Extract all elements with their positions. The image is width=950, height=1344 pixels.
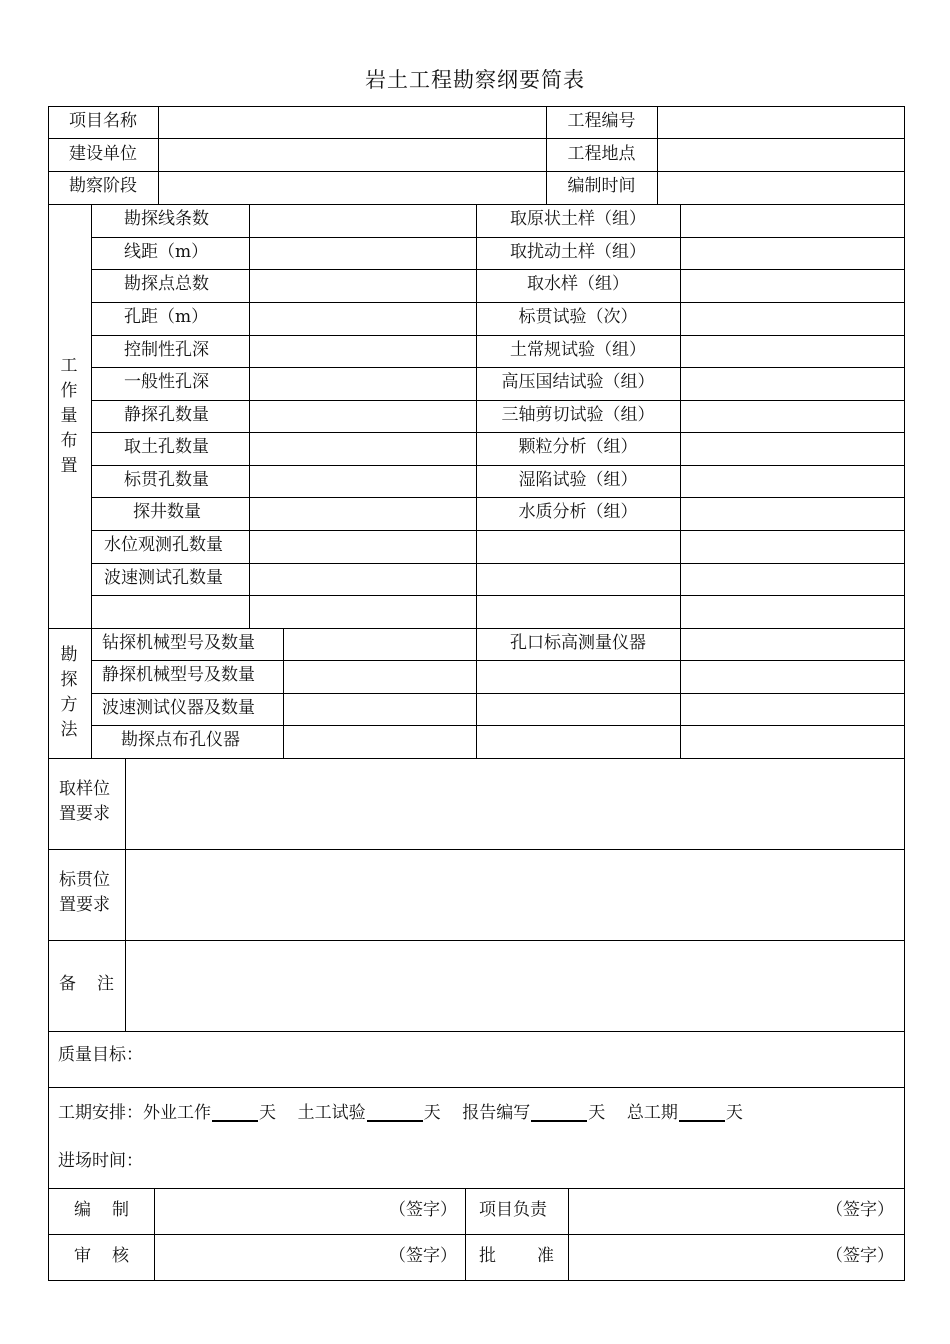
test-item: 取原状土样（组） bbox=[510, 209, 646, 229]
total-days-blank[interactable] bbox=[679, 1102, 725, 1122]
signature-placeholder: （签字） bbox=[389, 1200, 457, 1220]
workload-item: 水位观测孔数量 bbox=[104, 535, 223, 555]
workload-section-label: 工 作 量 布 置 bbox=[60, 356, 78, 476]
builder-label: 建设单位 bbox=[69, 144, 137, 164]
remarks-label-b: 注 bbox=[97, 974, 114, 994]
prepared-time-label: 编制时间 bbox=[567, 176, 636, 196]
workload-item: 一般性孔深 bbox=[124, 372, 209, 392]
test-item: 取水样（组） bbox=[527, 274, 629, 294]
method-item: 静探机械型号及数量 bbox=[102, 665, 255, 685]
workload-item: 勘探线条数 bbox=[124, 209, 209, 229]
signature-placeholder: （签字） bbox=[389, 1246, 457, 1266]
prepare-label-a: 编 bbox=[74, 1200, 91, 1220]
test-item: 土常规试验（组） bbox=[510, 340, 646, 360]
test-item: 水质分析（组） bbox=[518, 502, 638, 522]
test-item: 标贯试验（次） bbox=[518, 307, 638, 327]
workload-item: 控制性孔深 bbox=[124, 340, 209, 360]
test-item: 湿陷试验（组） bbox=[518, 470, 638, 490]
field-days-blank[interactable] bbox=[212, 1102, 258, 1122]
workload-item: 标贯孔数量 bbox=[124, 470, 209, 490]
project-no-label: 工程编号 bbox=[567, 111, 636, 131]
signature-placeholder: （签字） bbox=[826, 1200, 894, 1220]
sampling-label-line1: 取样位 bbox=[59, 779, 110, 799]
test-item: 颗粒分析（组） bbox=[518, 437, 638, 457]
workload-item: 取土孔数量 bbox=[124, 437, 209, 457]
entry-time-label: 进场时间： bbox=[58, 1151, 143, 1171]
method-item: 勘探点布孔仪器 bbox=[121, 730, 240, 750]
prepare-label-b: 制 bbox=[112, 1200, 129, 1220]
workload-item: 静探孔数量 bbox=[124, 405, 209, 425]
test-item: 取扰动土样（组） bbox=[510, 242, 646, 262]
sampling-label-line2: 置要求 bbox=[59, 804, 110, 824]
project-name-label: 项目名称 bbox=[69, 111, 137, 131]
approve-label-a: 批 bbox=[479, 1246, 496, 1266]
schedule-line: 工期安排：外业工作 天 土工试验 天 报告编写 天 总工期 天 bbox=[58, 1103, 743, 1123]
method-item: 钻探机械型号及数量 bbox=[102, 633, 255, 653]
workload-item: 勘探点总数 bbox=[124, 274, 209, 294]
stage-label: 勘察阶段 bbox=[69, 176, 137, 196]
method-right-item: 孔口标高测量仪器 bbox=[510, 633, 646, 653]
workload-item: 探井数量 bbox=[133, 502, 201, 522]
project-manager-label: 项目负责 bbox=[479, 1200, 547, 1220]
quality-target-label: 质量目标： bbox=[58, 1045, 143, 1065]
test-item: 三轴剪切试验（组） bbox=[501, 405, 655, 425]
page-title: 岩土工程勘察纲要简表 bbox=[365, 68, 585, 92]
workload-item: 线距（m） bbox=[124, 242, 209, 262]
workload-item: 孔距（m） bbox=[124, 307, 209, 327]
spt-label-line1: 标贯位 bbox=[59, 870, 110, 890]
review-label-a: 审 bbox=[74, 1246, 91, 1266]
report-days-blank[interactable] bbox=[531, 1102, 587, 1122]
location-label: 工程地点 bbox=[567, 144, 636, 164]
workload-item: 波速测试孔数量 bbox=[104, 568, 223, 588]
spt-label-line2: 置要求 bbox=[59, 895, 110, 915]
remarks-label-a: 备 bbox=[59, 974, 76, 994]
signature-placeholder: （签字） bbox=[826, 1246, 894, 1266]
approve-label-b: 准 bbox=[537, 1246, 554, 1266]
test-item: 高压国结试验（组） bbox=[501, 372, 655, 392]
method-item: 波速测试仪器及数量 bbox=[102, 698, 255, 718]
method-section-label: 勘 探 方 法 bbox=[60, 645, 78, 740]
review-label-b: 核 bbox=[112, 1246, 129, 1266]
lab-days-blank[interactable] bbox=[367, 1102, 423, 1122]
